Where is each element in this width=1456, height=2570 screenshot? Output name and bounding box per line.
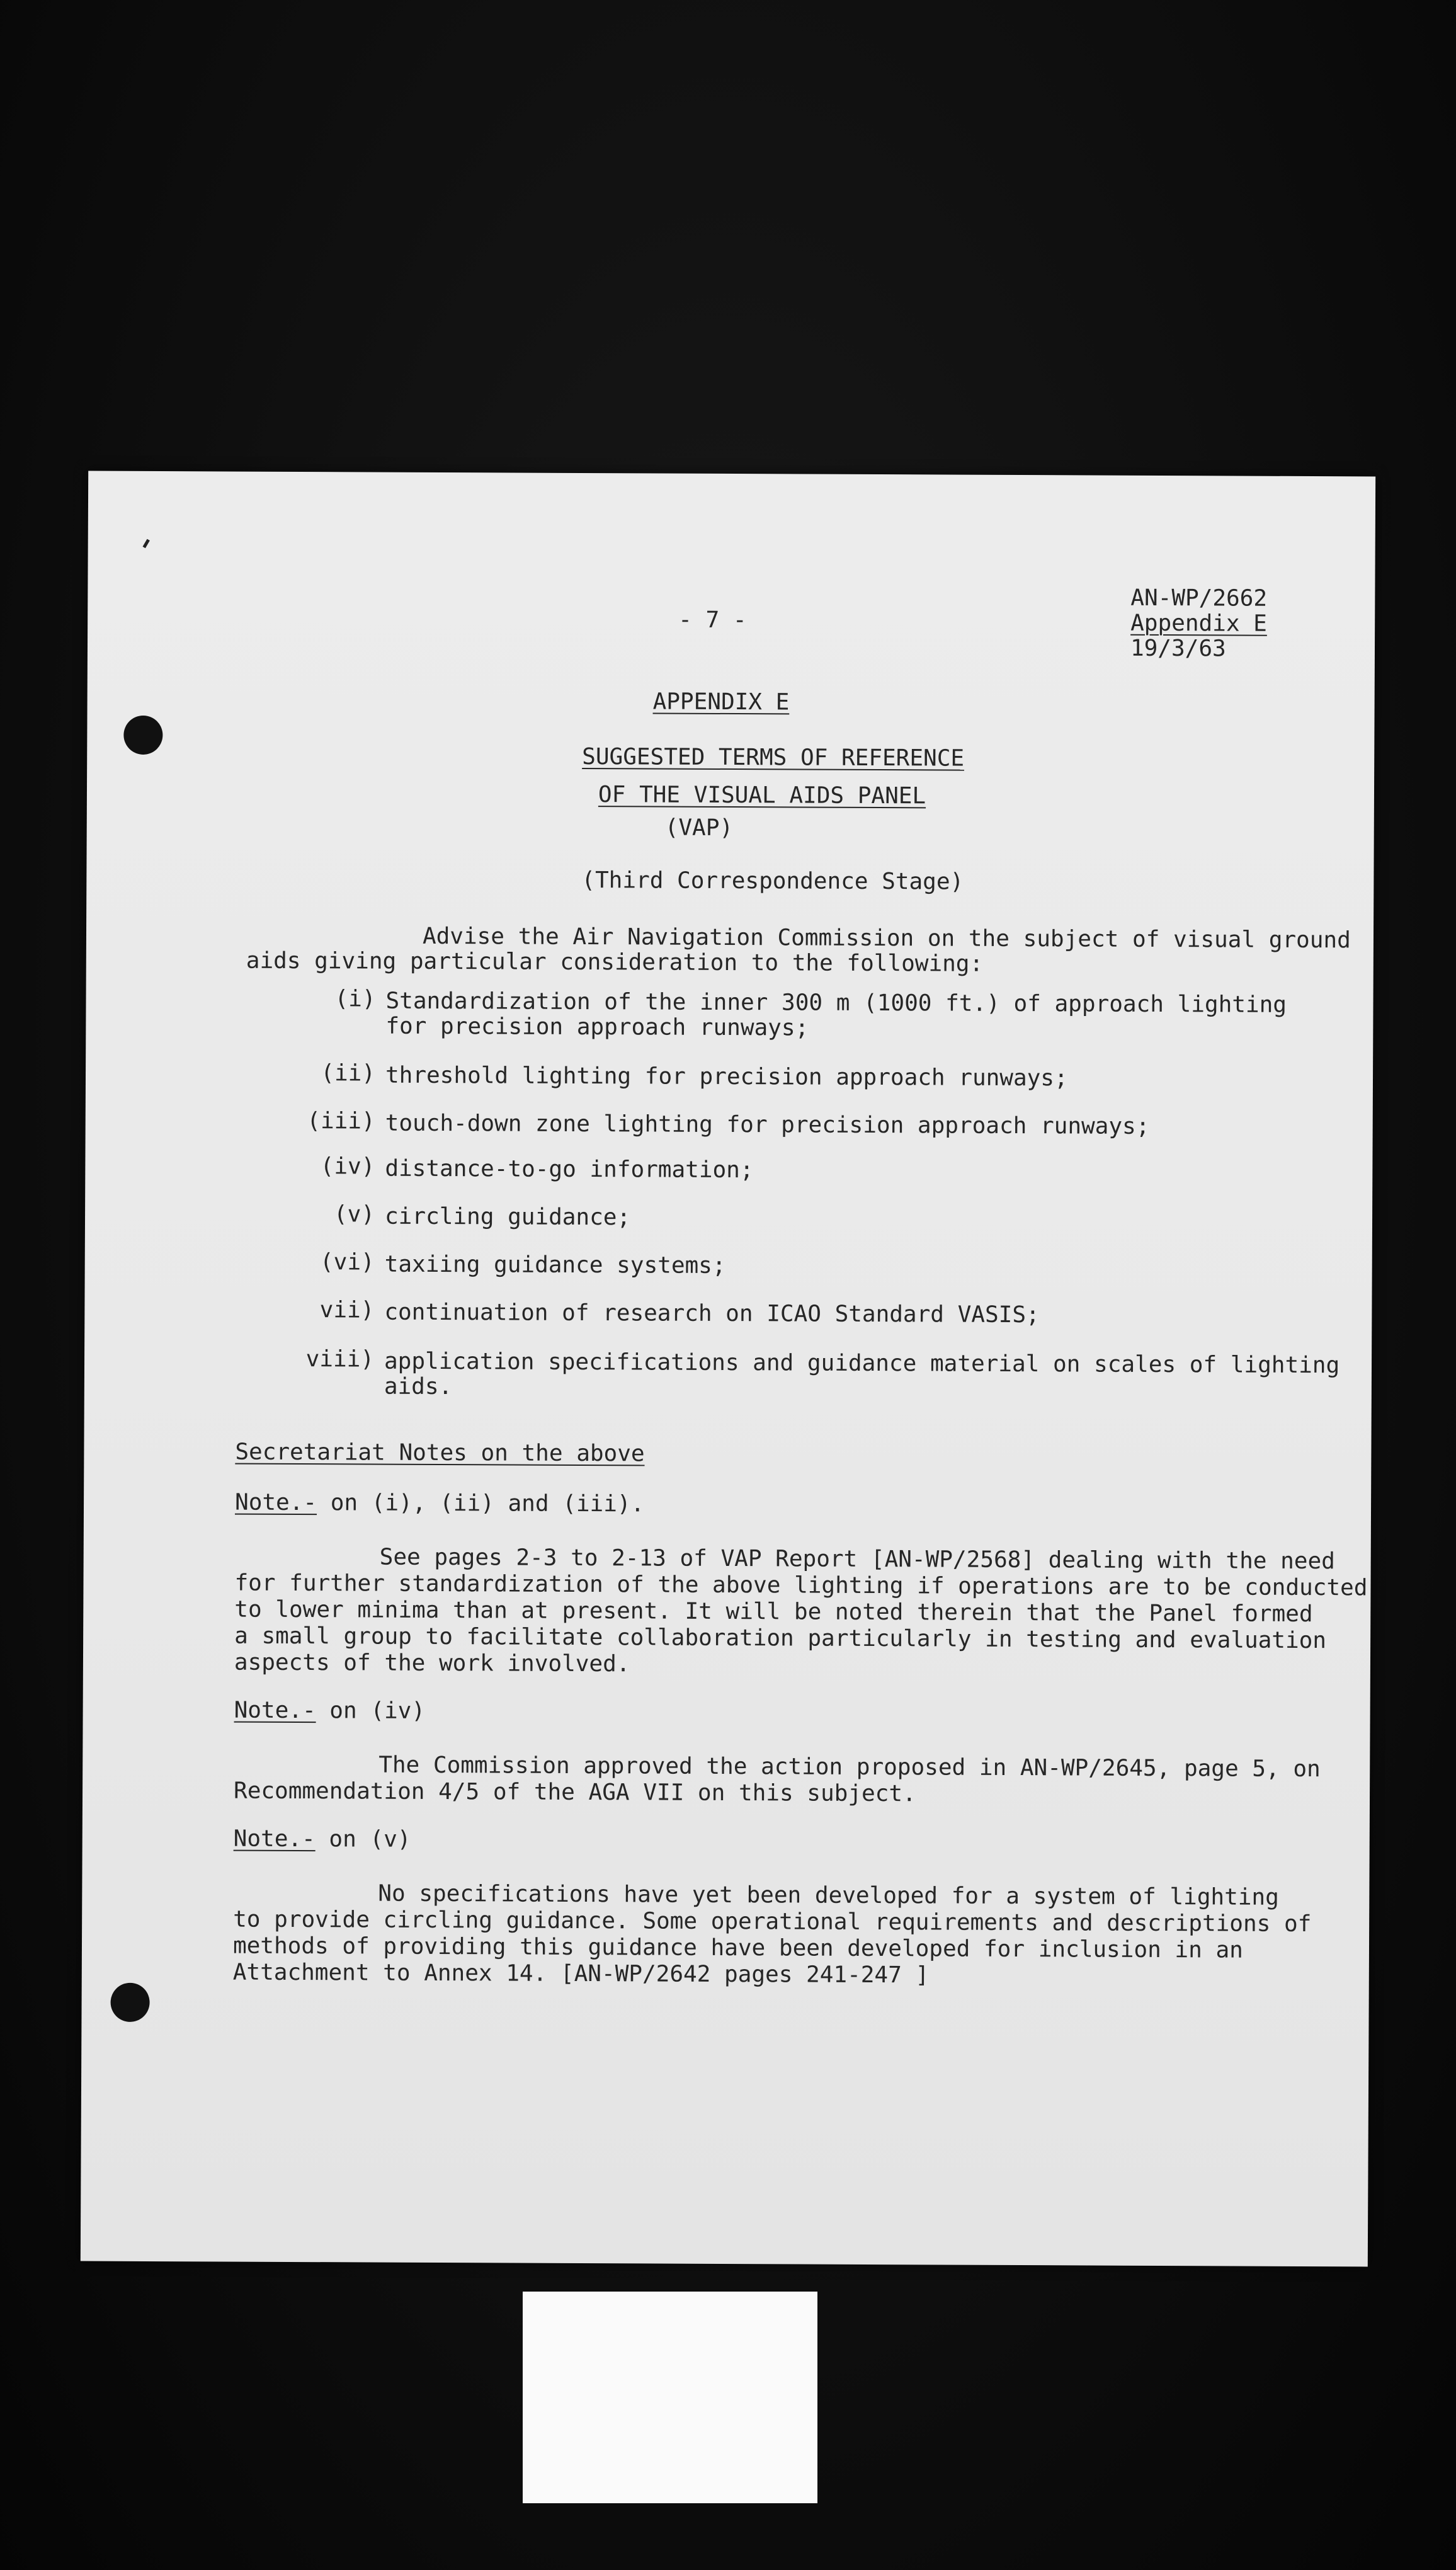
- note-line: to lower minima than at present. It will be noted therein that the Panel formed: [234, 1596, 1313, 1628]
- note-line: aspects of the work involved.: [234, 1649, 630, 1677]
- title-line-2: OF THE VISUAL AIDS PANEL: [598, 782, 926, 809]
- item-number: (v): [333, 1201, 375, 1228]
- doc-ref: AN-WP/2662: [1130, 585, 1268, 612]
- secretariat-heading: Secretariat Notes on the above: [235, 1439, 645, 1467]
- note-line: for further standardization of the above lighting if operations are to be conducted: [234, 1570, 1368, 1601]
- intro-line-2: aids giving particular consideration to the following:: [246, 947, 984, 977]
- note-heading: [234, 1826, 411, 1853]
- title-abbrev: (VAP): [664, 814, 734, 842]
- note-line: to provide circling guidance. Some operational requirements and descriptions of: [233, 1906, 1312, 1938]
- note-line: methods of providing this guidance have been developed for inclusion in an: [232, 1933, 1243, 1963]
- item-number: (iii): [307, 1108, 375, 1134]
- note-label: Note.-: [233, 1825, 316, 1853]
- title-line-1: SUGGESTED TERMS OF REFERENCE: [582, 743, 965, 772]
- item-number: viii): [305, 1346, 375, 1373]
- item-line: touch-down zone lighting for precision approach runways;: [385, 1110, 1150, 1139]
- title-stage: (Third Correspondence Stage): [581, 867, 964, 895]
- appendix-title: APPENDIX E: [652, 688, 790, 716]
- item-number: (ii): [321, 1060, 376, 1087]
- item-line: Standardization of the inner 300 m (1000 ft.) of approach lighting: [385, 988, 1287, 1018]
- intro-line-1: Advise the Air Navigation Commission on the subject of visual ground: [422, 923, 1351, 954]
- note-line: See pages 2-3 to 2-13 of VAP Report [AN-WP/2568] dealing with the need: [379, 1544, 1335, 1575]
- note-label: Note.-: [234, 1489, 317, 1516]
- note-line: Attachment to Annex 14. [AN-WP/2642 pages 241-247 ]: [232, 1959, 930, 1989]
- note-line: No specifications have yet been developed for a system of lighting: [378, 1880, 1279, 1910]
- item-number: (iv): [320, 1153, 375, 1180]
- document-page: [81, 471, 1375, 2267]
- note-label: Note.-: [234, 1697, 316, 1724]
- note-line: a small group to facilitate collaboration particularly in testing and evaluation: [234, 1623, 1327, 1654]
- note-ref: on (i), (ii) and (iii).: [317, 1490, 645, 1517]
- note-heading: [234, 1698, 426, 1724]
- note-ref: on (iv): [316, 1698, 426, 1724]
- item-line: continuation of research on ICAO Standard VASIS;: [384, 1299, 1040, 1328]
- note-ref: on (v): [315, 1826, 411, 1853]
- item-line: distance-to-go information;: [385, 1155, 754, 1184]
- item-number: (i): [334, 986, 376, 1012]
- note-line: Recommendation 4/5 of the AGA VII on this subject.: [233, 1778, 916, 1807]
- note-line: The Commission approved the action proposed in AN-WP/2645, page 5, on: [378, 1752, 1321, 1783]
- item-line: for precision approach runways;: [385, 1013, 809, 1041]
- item-line: circling guidance;: [384, 1203, 631, 1231]
- ink-mark: [143, 539, 150, 549]
- item-line: taxiing guidance systems;: [384, 1251, 726, 1279]
- header-date: 19/3/63: [1130, 635, 1226, 662]
- calibration-card: [523, 2292, 817, 2503]
- item-number: vii): [319, 1297, 375, 1323]
- note-heading: [235, 1490, 644, 1517]
- page-number: - 7 -: [678, 607, 747, 634]
- punch-hole-top: [123, 716, 162, 755]
- item-line: application specifications and guidance material on scales of lighting: [384, 1348, 1340, 1379]
- item-line: aids.: [384, 1373, 453, 1400]
- item-number: (vi): [319, 1249, 375, 1276]
- appendix-ref: Appendix E: [1130, 610, 1268, 637]
- item-line: threshold lighting for precision approach runways;: [385, 1062, 1068, 1092]
- punch-hole-bottom: [110, 1983, 149, 2022]
